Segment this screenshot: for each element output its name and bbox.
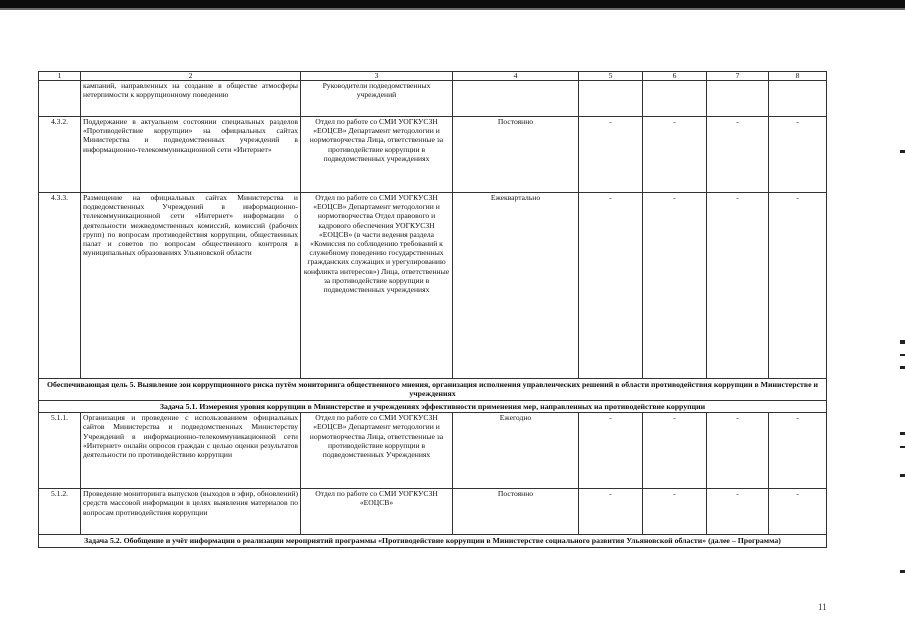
task-5-2-heading: Задача 5.2. Обобщение и учёт информации о реализации мероприятий программы «Противодействие коррупции в Министерстве социального развития Ульяновской области» (далее – Программа) <box>39 535 827 547</box>
value-cell: - <box>579 117 643 193</box>
value-cell: - <box>707 489 769 535</box>
term-text: Постоянно <box>453 117 579 193</box>
value-cell: - <box>643 413 707 489</box>
table-row <box>39 193 827 379</box>
value-cell: - <box>707 413 769 489</box>
scan-edge-marks <box>899 0 905 640</box>
value-cell <box>707 81 769 117</box>
value-cell <box>579 81 643 117</box>
value-cell: - <box>769 413 827 489</box>
table-row <box>39 489 827 535</box>
task-5-1-heading: Задача 5.1. Измерения уровня коррупции в Министерстве и учреждениях эффективности применения мер, направленных на противодействие коррупции <box>39 400 827 412</box>
term-text <box>453 81 579 117</box>
activity-text: Проведение мониторинга выпусков (выходов в эфир, обновлений) средств массовой информации в целях выявления материалов по вопросам противодействия коррупции <box>81 489 301 535</box>
task-row <box>39 400 827 412</box>
row-number <box>39 81 81 117</box>
col-header: 5 <box>579 72 643 81</box>
scan-top-border <box>0 0 905 8</box>
value-cell: - <box>579 489 643 535</box>
value-cell: - <box>643 489 707 535</box>
row-number: 5.1.2. <box>39 489 81 535</box>
value-cell: - <box>769 193 827 379</box>
activity-text: кампаний, направленных на создание в обществе атмосферы нетерпимости к коррупционному поведению <box>81 81 301 117</box>
goal-5-heading: Обеспечивающая цель 5. Выявление зон коррупционного риска путём мониторинга общественного мнения, организация исполнения управленческих решений в области противодействия коррупции в Министерстве и учреждениях <box>39 379 827 401</box>
value-cell: - <box>579 193 643 379</box>
responsible-text: Руководители подведомственных учреждений <box>301 81 453 117</box>
col-header: 7 <box>707 72 769 81</box>
row-number: 5.1.1. <box>39 413 81 489</box>
value-cell: - <box>707 117 769 193</box>
activity-text: Организация и проведение с использованием официальных сайтов Министерства и подведомственных Министерству Учреждений в информационно-телекоммуникационной сети «Интернет» онлайн опросов граждан с целью оценки результатов деятельности по противодействию коррупции <box>81 413 301 489</box>
col-header: 4 <box>453 72 579 81</box>
value-cell <box>769 81 827 117</box>
scan-top-shadow <box>0 8 905 10</box>
activity-text: Размещение на официальных сайтах Министерства и подведомственных Учреждений в информационно-телекоммуникационной сети «Интернет» информации о деятельности межведомственных комиссий, комиссий (рабочих групп) по вопросам противодействия коррупции, общественных палат и советов по вопросам общественного контроля в муниципальных образованиях Ульяновской области <box>81 193 301 379</box>
value-cell: - <box>643 117 707 193</box>
col-header: 2 <box>81 72 301 81</box>
value-cell: - <box>643 193 707 379</box>
activity-text: Поддержание в актуальном состоянии специальных разделов «Противодействие коррупции» на официальных сайтах Министерства и подведомственных учреждений в информационно-телекоммуникационной сети «Интернет» <box>81 117 301 193</box>
table-row <box>39 81 827 117</box>
page-number: 11 <box>818 602 827 612</box>
responsible-text: Отдел по работе со СМИ УОГКУСЗН «ЕОЦСВ» Департамент методологии и нормотворчества Лица, ответственные за противодействие коррупции в подведомственных Учреждениях <box>301 413 453 489</box>
responsible-text: Отдел по работе со СМИ УОГКУСЗН «ЕОЦСВ» <box>301 489 453 535</box>
col-header: 8 <box>769 72 827 81</box>
value-cell: - <box>769 117 827 193</box>
responsible-text: Отдел по работе со СМИ УОГКУСЗН «ЕОЦСВ» Департамент методологии и нормотворчества Отдел правового и кадрового обеспечения УОГКУСЗН «ЕОЦСВ» (в части ведения раздела «Комиссия по соблюдению требований к служебному поведению государственных гражданских служащих и урегулированию конфликта интересов») Лица, ответственные за противодействие коррупции в подведомственных учреждениях <box>301 193 453 379</box>
table-row <box>39 413 827 489</box>
value-cell: - <box>769 489 827 535</box>
column-number-row <box>39 72 827 81</box>
value-cell: - <box>707 193 769 379</box>
plan-table <box>38 71 827 548</box>
responsible-text: Отдел по работе со СМИ УОГКУСЗН «ЕОЦСВ» Департамент методологии и нормотворчества Лица, ответственные за противодействие коррупции в подведомственных учреждениях <box>301 117 453 193</box>
col-header: 6 <box>643 72 707 81</box>
goal-row <box>39 379 827 401</box>
term-text: Постоянно <box>453 489 579 535</box>
col-header: 3 <box>301 72 453 81</box>
col-header: 1 <box>39 72 81 81</box>
term-text: Ежеквартально <box>453 193 579 379</box>
row-number: 4.3.2. <box>39 117 81 193</box>
value-cell: - <box>579 413 643 489</box>
row-number: 4.3.3. <box>39 193 81 379</box>
table-row <box>39 117 827 193</box>
term-text: Ежегодно <box>453 413 579 489</box>
value-cell <box>643 81 707 117</box>
task-row <box>39 535 827 547</box>
